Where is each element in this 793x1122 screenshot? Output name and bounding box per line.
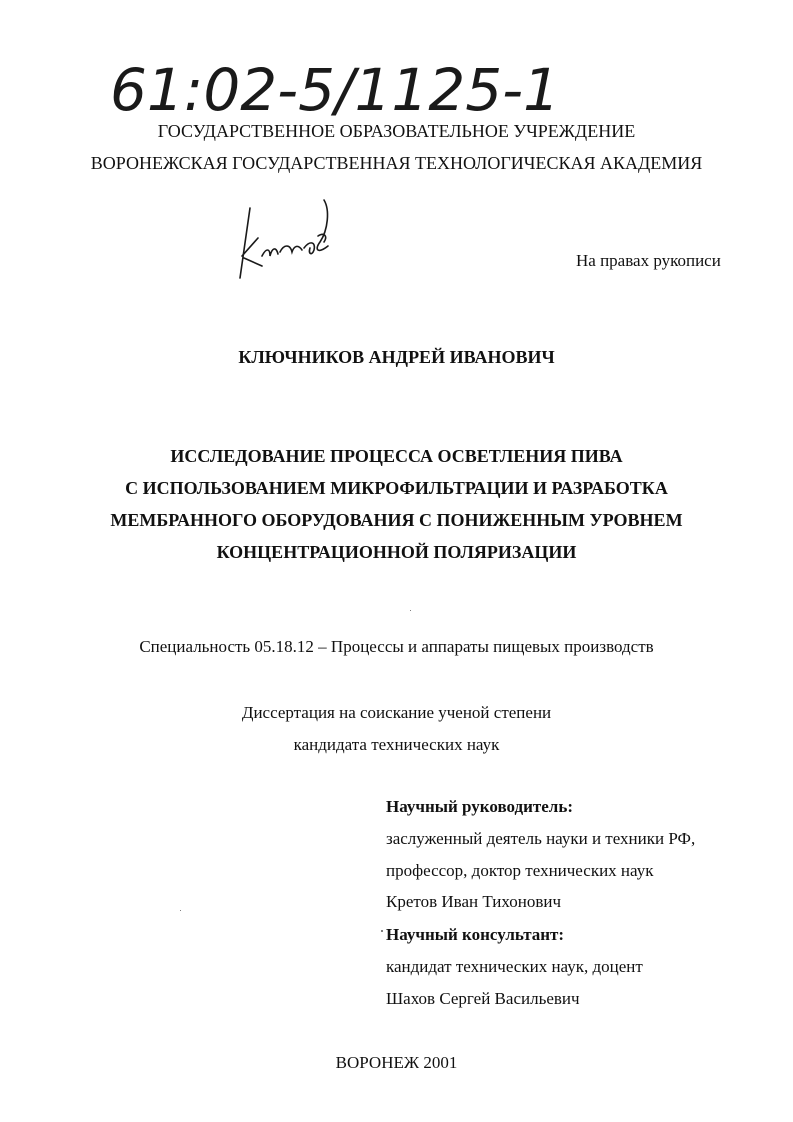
- title-line-2: С ИСПОЛЬЗОВАНИЕМ МИКРОФИЛЬТРАЦИИ И РАЗРАБОТКА: [125, 478, 668, 498]
- handwritten-archive-number: [110, 58, 630, 120]
- institution-line-2: ВОРОНЕЖСКАЯ ГОСУДАРСТВЕННАЯ ТЕХНОЛОГИЧЕСКАЯ АКАДЕМИЯ: [90, 153, 703, 173]
- scan-speck: [381, 930, 383, 932]
- supervisor-title-line-1: заслуженный деятель науки и техники РФ,: [386, 829, 696, 848]
- supervisor-title-line-2: профессор, доктор технических наук: [386, 861, 654, 880]
- supervisor-heading: Научный руководитель:: [386, 797, 573, 816]
- specialty: Специальность 05.18.12 – Процессы и аппараты пищевых производств: [139, 637, 654, 656]
- archive-number-text: 61:02-5/1125-1: [110, 58, 560, 120]
- title-line-4: КОНЦЕНТРАЦИОННОЙ ПОЛЯРИЗАЦИИ: [216, 542, 577, 562]
- scan-speck: [410, 610, 411, 611]
- scan-speck: [180, 910, 181, 911]
- degree-line-1: Диссертация на соискание ученой степени: [241, 703, 552, 722]
- degree-line-2: кандидата технических наук: [293, 735, 500, 754]
- author-signature: [228, 196, 338, 286]
- supervisor-name: Кретов Иван Тихонович: [386, 892, 562, 911]
- title-line-1: ИССЛЕДОВАНИЕ ПРОЦЕССА ОСВЕТЛЕНИЯ ПИВА: [170, 446, 623, 466]
- manuscript-rights-note: На правах рукописи: [576, 251, 721, 270]
- consultant-heading: Научный консультант:: [386, 925, 565, 944]
- author-name: КЛЮЧНИКОВ АНДРЕЙ ИВАНОВИЧ: [238, 347, 555, 367]
- title-line-3: МЕМБРАННОГО ОБОРУДОВАНИЯ С ПОНИЖЕННЫМ УРОВНЕМ: [110, 510, 683, 530]
- city-year: ВОРОНЕЖ 2001: [335, 1053, 458, 1072]
- institution-line-1: ГОСУДАРСТВЕННОЕ ОБРАЗОВАТЕЛЬНОЕ УЧРЕЖДЕНИЕ: [157, 121, 636, 141]
- consultant-name: Шахов Сергей Васильевич: [386, 989, 580, 1008]
- consultant-title-line: кандидат технических наук, доцент: [386, 957, 643, 976]
